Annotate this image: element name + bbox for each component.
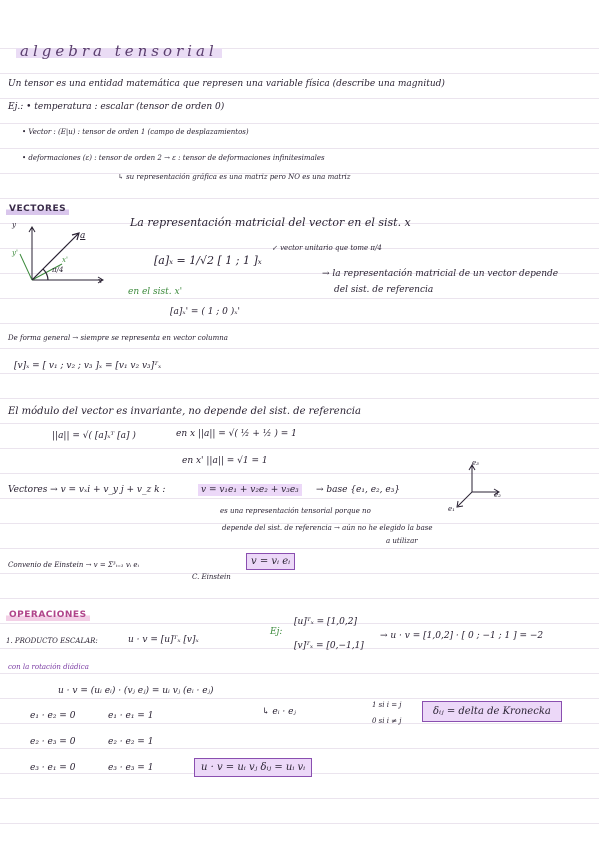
unit-vector-note: ↙ vector unitario que tome π/4 <box>272 244 382 252</box>
vector-a-label: a <box>80 231 86 241</box>
bullet-deformations: • deformaciones (ε) : tensor de orden 2 → ε : tensor de deformaciones infinitesimales <box>22 154 325 162</box>
case-zero: 0 si i ≠ j <box>372 717 402 725</box>
bullet-note: ↳ su representación gráfica es una matriz pero NO es una matriz <box>118 173 351 181</box>
rep-matricial-text: La representación matricial del vector en el sist. x <box>130 216 411 229</box>
axis-yprime-label: y' <box>12 249 18 257</box>
base-note: → base {e₁, e₂, e₃} <box>316 485 401 495</box>
dependence-note-1: → la representación matricial de un vector depende <box>322 269 559 279</box>
rep-tensorial-3: a utilizar <box>386 537 418 545</box>
einstein-box: v = vᵢ eᵢ <box>246 553 295 570</box>
vectores-row: Vectores → v = vₓi + v_y j + v_z k : <box>8 485 166 495</box>
dot-row-1-right: e₁ · e₁ = 1 <box>108 711 154 721</box>
rotacion-label: con la rotación diádica <box>8 663 89 671</box>
dot-row-1-left: e₁ · e₂ = 0 <box>30 711 76 721</box>
dependence-note-2: del sist. de referencia <box>334 285 434 295</box>
axis-x-label: x <box>98 277 102 285</box>
rep-tensorial-2: depende del sist. de referencia → aún no he elegido la base <box>222 524 433 532</box>
example-line: Ej.: • temperatura : escalar (tensor de orden 0) <box>8 102 225 112</box>
axis-y-label: y <box>12 221 16 229</box>
eq-a-x: [a]ₓ = 1/√2 [ 1 ; 1 ]ₓ <box>154 254 262 267</box>
eiej-arrow: ↳ eᵢ · eⱼ <box>262 707 296 717</box>
eq-a-xprime: [a]ₓ' = ( 1 ; 0 )ₓ' <box>170 307 240 317</box>
page-title: algebra tensorial <box>16 42 222 60</box>
norm-in-xprime: en x' ||a|| = √1 = 1 <box>182 456 268 466</box>
modulo-text: El módulo del vector es invariante, no depende del sist. de referencia <box>8 406 361 417</box>
rep-tensorial-1: es una representación tensorial porque no <box>220 507 371 515</box>
dot-row-2-right: e₂ · e₂ = 1 <box>108 737 154 747</box>
ej-v: [v]ᵀₓ = [0,−1,1] <box>294 641 364 651</box>
case-one: 1 si i = j <box>372 701 402 709</box>
angle-label: π/4 <box>52 266 64 274</box>
dot-row-3-right: e₃ · e₃ = 1 <box>108 763 154 773</box>
eq-column-vector: [v]ₓ = [ v₁ ; v₂ ; v₃ ]ₓ = [v₁ v₂ v₃]ᵀₓ <box>14 361 162 371</box>
intro-text: Un tensor es una entidad matemática que represen una variable física (describe una magnitud) <box>8 79 445 89</box>
section-vectores: VECTORES <box>6 203 69 215</box>
ej-u: [u]ᵀₓ = [1,0,2] <box>294 617 357 627</box>
bullet-vector: • Vector : (E|u) : tensor de orden 1 (campo de desplazamientos) <box>22 128 249 136</box>
ej-result: → u · v = [1,0,2] · [ 0 ; −1 ; 1 ] = −2 <box>380 631 544 641</box>
section-operaciones: OPERACIONES <box>6 609 90 621</box>
producto-eq: u · v = [u]ᵀₓ [v]ₓ <box>128 635 199 645</box>
forma-general-text: De forma general → siempre se representa en vector columna <box>8 334 228 342</box>
norm-in-x: en x ||a|| = √( ½ + ½ ) = 1 <box>176 429 297 439</box>
dot-row-3-left: e₃ · e₁ = 0 <box>30 763 76 773</box>
producto-label: 1. PRODUCTO ESCALAR: <box>6 637 98 645</box>
ej-label: Ej: <box>270 627 283 637</box>
basis-e2-label: e₂ <box>494 491 501 499</box>
final-box: u · v = uᵢ vⱼ δᵢⱼ = uᵢ vᵢ <box>194 758 312 777</box>
dot-row-2-left: e₂ · e₃ = 0 <box>30 737 76 747</box>
basis-e3-label: e₃ <box>472 459 479 467</box>
einstein-label: Convenio de Einstein → v = Σ³ᵢ₌₁ vᵢ eᵢ <box>8 561 139 569</box>
eq-norm: ||a|| = √( [a]ₓᵀ [a] ) <box>52 431 136 441</box>
delta-box: δᵢⱼ = delta de Kronecka <box>422 701 562 722</box>
axis-xprime-label: x' <box>62 256 68 264</box>
vectores-box: v = v₁e₁ + v₂e₂ + v₃e₃ <box>198 484 302 496</box>
diadica-eq: u · v = (uᵢ eᵢ) · (vⱼ eⱼ) = uᵢ vⱼ (eᵢ · eⱼ) <box>58 686 214 696</box>
basis-diagram <box>452 458 512 514</box>
basis-e1-label: e₁ <box>448 505 455 513</box>
en-sist-label: en el sist. x' <box>128 287 183 297</box>
einstein-sub: C. Einstein <box>192 573 231 581</box>
